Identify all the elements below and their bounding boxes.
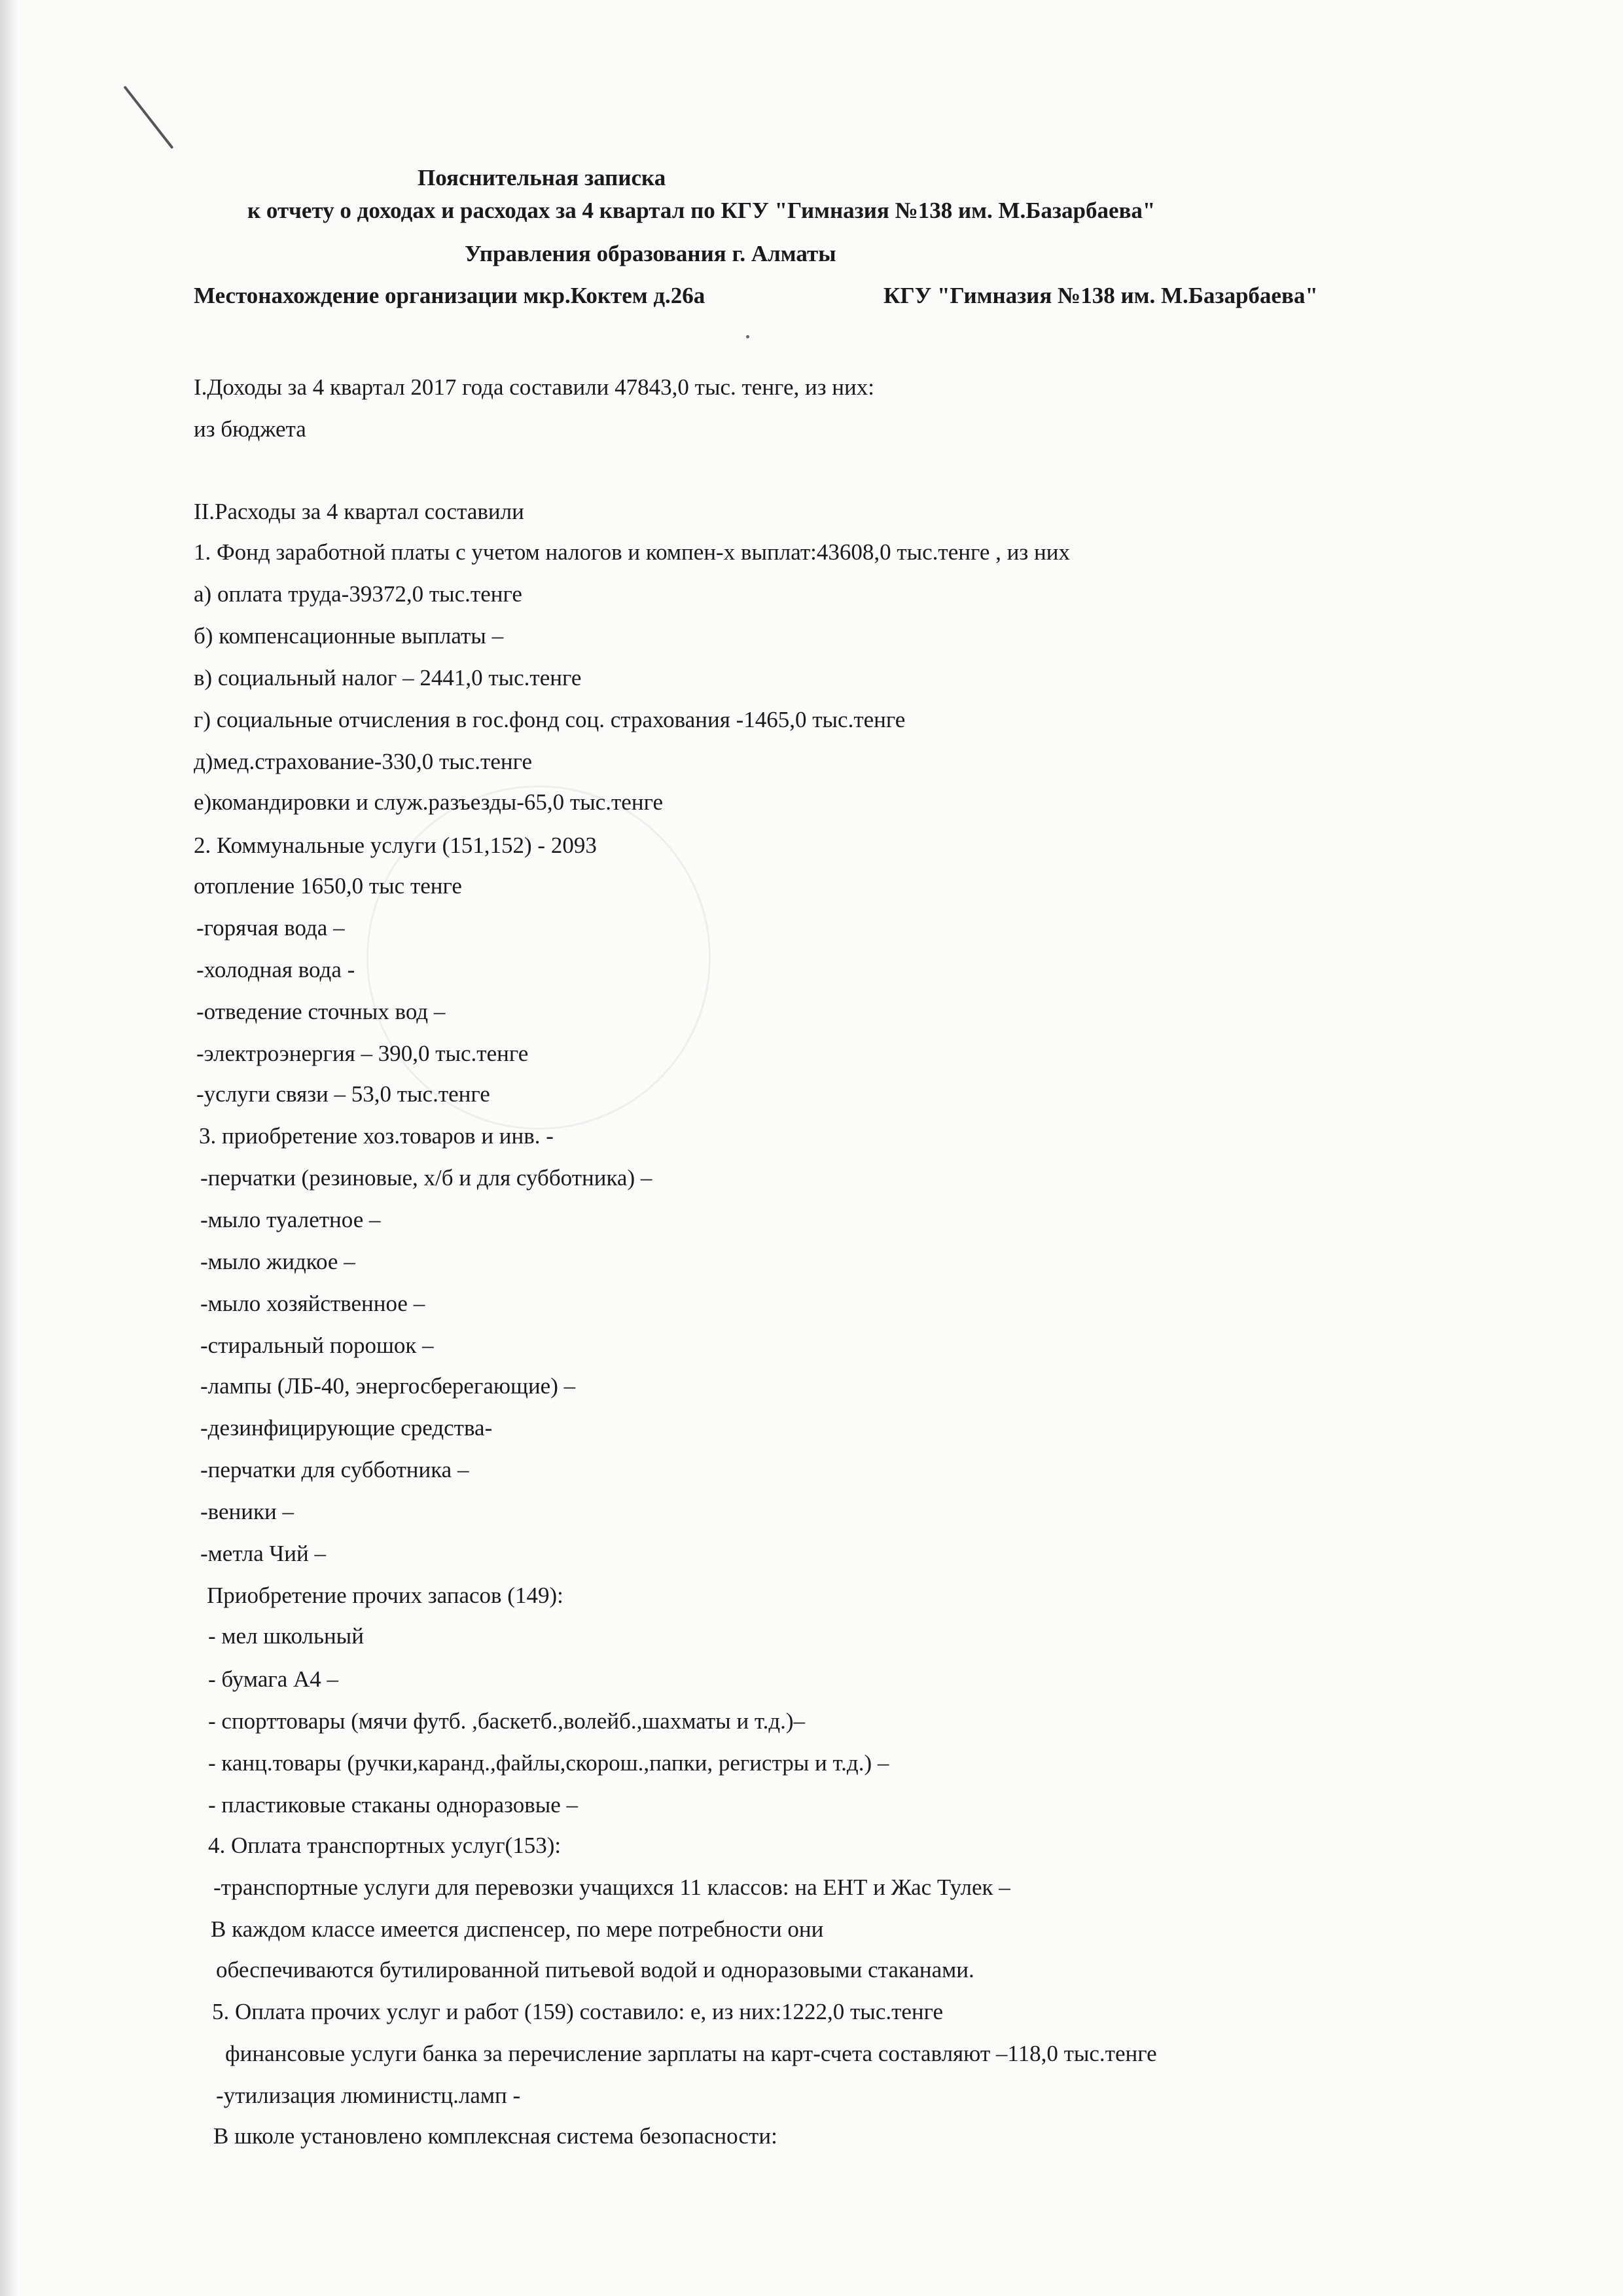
ink-dot [746, 335, 749, 338]
doc-subtitle: к отчету о доходах и расходах за 4 квартал по КГУ "Гимназия №138 им. М.Базарбаева" [247, 198, 1156, 223]
salary-item: б) компенсационные выплаты – [194, 623, 504, 649]
salary-item: д)мед.страхование-330,0 тыс.тенге [194, 749, 533, 774]
transport-detail: обеспечиваются бутилированной питьевой водой и одноразовыми стаканами. [216, 1957, 974, 1982]
pen-mark [123, 86, 173, 149]
utilities-line: 2. Коммунальные услуги (151,152) - 2093 [194, 833, 597, 858]
expenses-heading: II.Расходы за 4 квартал составили [194, 499, 524, 524]
other-supplies-item: - мел школьный [208, 1623, 364, 1649]
salary-item: е)командировки и служ.разъезды-65,0 тыс.тенге [194, 789, 664, 815]
other-services-detail: финансовые услуги банка за перечисление зарплаты на карт-счета составляют –118,0 тыс.тенге [225, 2041, 1157, 2066]
other-supplies-line: Приобретение прочих запасов (149): [207, 1583, 563, 1608]
transport-line: 4. Оплата транспортных услуг(153): [208, 1833, 562, 1858]
transport-detail: -транспортные услуги для перевозки учащихся 11 классов: на ЕНТ и Жас Тулек – [213, 1874, 1010, 1900]
household-item: -лампы (ЛБ-40, энергосберегающие) – [200, 1373, 576, 1399]
organization-line: КГУ "Гимназия №138 им. М.Базарбаева" [883, 283, 1318, 308]
utility-item: -холодная вода - [196, 957, 355, 982]
household-item: -метла Чий – [200, 1541, 326, 1566]
location-line: Местонахождение организации мкр.Коктем д.26а [194, 283, 705, 308]
household-item: -мыло хозяйственное – [200, 1291, 425, 1316]
income-heading: I.Доходы за 4 квартал 2017 года составили 47843,0 тыс. тенге, из них: [194, 374, 874, 400]
household-line: 3. приобретение хоз.товаров и инв. - [199, 1123, 554, 1149]
heating-line: отопление 1650,0 тыс тенге [194, 873, 462, 899]
page-edge-shadow [0, 0, 18, 2296]
household-item: -веники – [200, 1499, 294, 1524]
household-item: -дезинфицирующие средства- [200, 1415, 493, 1441]
salary-item: г) социальные отчисления в гос.фонд соц. страхования -1465,0 тыс.тенге [194, 707, 906, 732]
utility-item: -отведение сточных вод – [196, 999, 446, 1024]
utility-item: -электроэнергия – 390,0 тыс.тенге [196, 1041, 529, 1066]
other-services-line: 5. Оплата прочих услуг и работ (159) составило: е, из них:1222,0 тыс.тенге [212, 1999, 944, 2024]
household-item: -перчатки (резиновые, х/б и для субботника) – [200, 1165, 652, 1191]
salary-fund-line: 1. Фонд заработной платы с учетом налогов и компен-х выплат:43608,0 тыс.тенге , из них [194, 539, 1070, 565]
other-supplies-item: - пластиковые стаканы одноразовые – [208, 1792, 579, 1818]
utility-item: -услуги связи – 53,0 тыс.тенге [196, 1081, 490, 1107]
other-supplies-item: - спорттовары (мячи футб. ,баскетб.,волейб.,шахматы и т.д.)– [208, 1708, 806, 1734]
salary-item: а) оплата труда-39372,0 тыс.тенге [194, 581, 522, 607]
utility-item: -горячая вода – [196, 915, 345, 941]
household-item: -мыло жидкое – [200, 1249, 355, 1274]
transport-detail: В каждом классе имеется диспенсер, по мере потребности они [211, 1916, 824, 1942]
salary-item: в) социальный налог – 2441,0 тыс.тенге [194, 665, 582, 691]
other-services-detail: -утилизация люминистц.ламп - [216, 2083, 521, 2108]
doc-title: Пояснительная записка [418, 165, 666, 190]
other-services-detail: В школе установлено комплексная система безопасности: [213, 2123, 777, 2149]
other-supplies-item: - канц.товары (ручки,каранд.,файлы,скорош.,папки, регистры и т.д.) – [208, 1750, 889, 1776]
other-supplies-item: - бумага А4 – [208, 1666, 339, 1692]
department-line: Управления образования г. Алматы [465, 241, 836, 266]
household-item: -стиральный порошок – [200, 1333, 434, 1358]
household-item: -мыло туалетное – [200, 1207, 381, 1232]
household-item: -перчатки для субботника – [200, 1457, 469, 1482]
income-from-budget: из бюджета [194, 416, 306, 442]
